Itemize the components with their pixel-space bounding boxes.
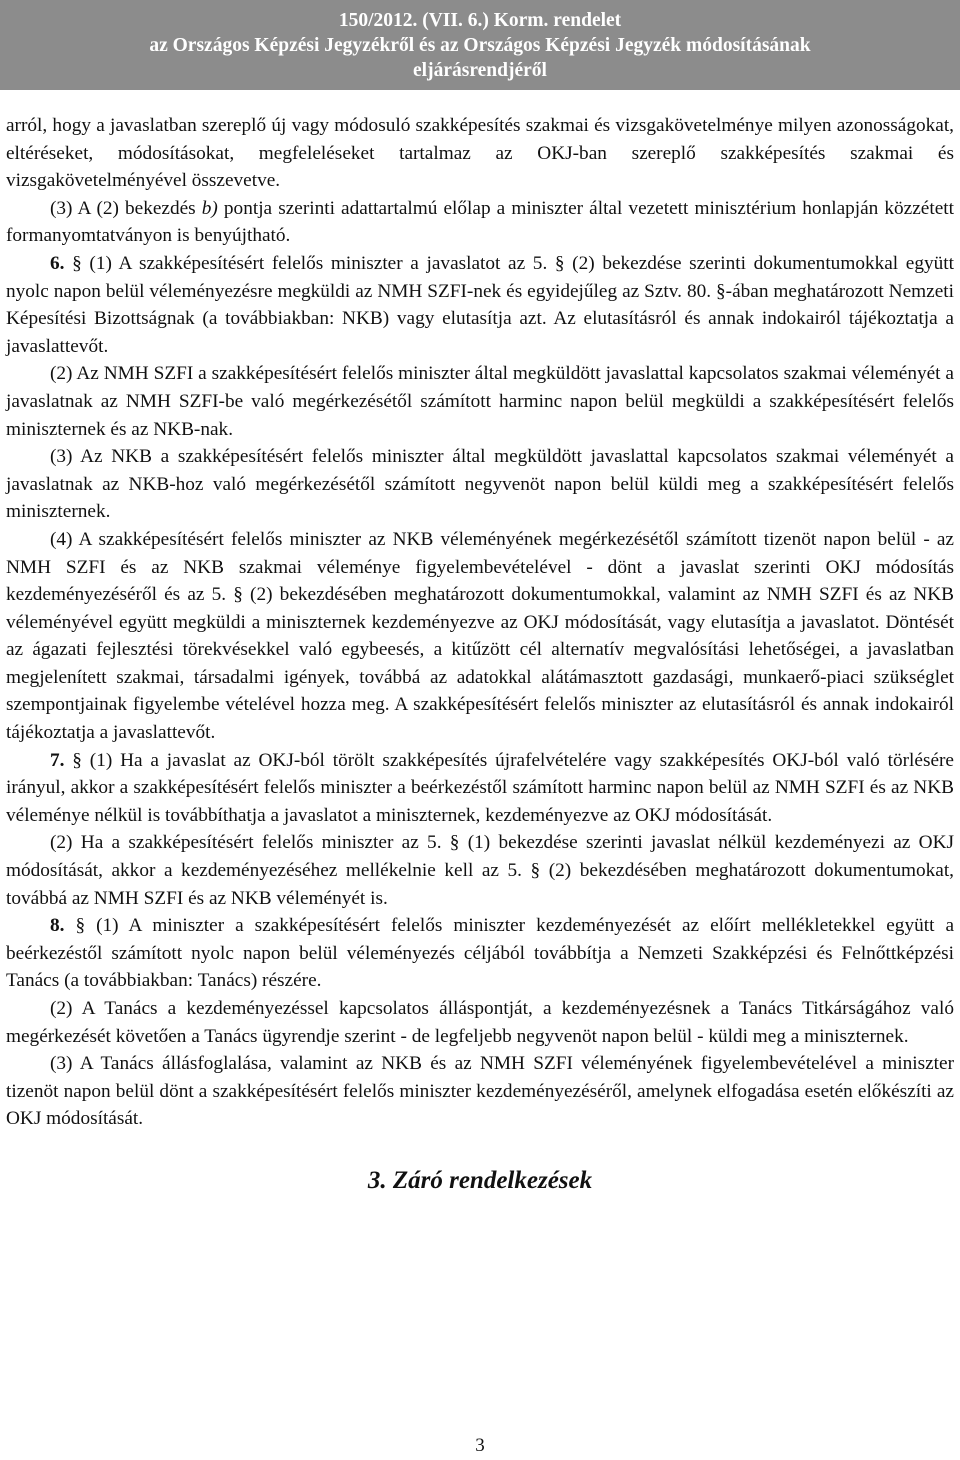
paragraph-7-2: (2) Ha a szakképesítésért felelős miniszter az 5. § (1) bekezdése szerinti javaslat nélkül kezdeményezi az OKJ módosítását, akkor a kezdeményezéséhez mellékelnie kell az 5. § (2) bekezdésében meghatározott dokumentumokat, továbbá az NMH SZFI és az NKB véleményét is. <box>6 832 954 909</box>
paragraph-6-1: 6. § (1) A szakképesítésért felelős miniszter a javaslatot az 5. § (2) bekezdése szerinti dokumentumokkal együtt nyolc napon belül véleményezésre megküldi az NMH SZFI-nek és egyidejűleg az Sztv. 80. §-ában meghatározott Nemzeti Képesítési Bizottságnak (a továbbiakban: NKB) vagy elutasítja azt. Az elutasításról és annak indokairól tájékoztatja a javaslattevőt. <box>6 252 954 357</box>
paragraph-8-2: (2) A Tanács a kezdeményezéssel kapcsolatos álláspontját, a kezdeményezésnek a Tanács Titkárságához való megérkezését követően a Tanács ügyrendje szerint - de legfeljebb negyvenöt napon belül - küldi meg a miniszternek. <box>6 998 954 1047</box>
paragraph-6-3: (3) Az NKB a szakképesítésért felelős miniszter által megküldött javaslattal kapcsolatos szakmai véleményét a javaslatnak az NKB-hoz való megérkezésétől számított negyvenöt napon belül küldi meg a szakképesítésért felelős miniszternek. <box>6 446 954 523</box>
paragraph-2: (3) A (2) bekezdés b) pontja szerinti adattartalmú előlap a miniszter által vezetett minisztérium honlapján közzétett formanyomtatványon is benyújtható. <box>6 197 954 247</box>
section-number-8: 8. <box>50 915 65 937</box>
page-number: 3 <box>475 1435 485 1456</box>
page-header <box>0 0 960 90</box>
header-line-2: az Országos Képzési Jegyzékről és az Országos Képzési Jegyzék módosításának <box>149 34 811 56</box>
section-number-6: 6. <box>50 252 65 274</box>
header-line-1: 150/2012. (VII. 6.) Korm. rendelet <box>338 9 622 31</box>
paragraph-6-4: (4) A szakképesítésért felelős miniszter az NKB véleményének megérkezésétől számított tizenöt napon belül - az NMH SZFI és az NKB szakmai véleménye figyelembevételével - dönt a javaslat szerinti OKJ módosítás kezdeményezéséről és az 5. § (2) bekezdésében meghatározott dokumentumokkal, valamint az NMH SZFI és az NKB véleményével együtt megküldi a miniszternek kezdeményezve az OKJ módosítását, vagy elutasítja a javaslatot. Döntését az ágazati fejlesztési törekvésekkel való egybeesés, a kitűzött cél alternatív megvalósítási lehetőségei, a javaslatban megjelenített szakmai, társadalmi igények, továbbá az adatokkal alátámasztott gazdasági, munkaerő-piaci szükséglet szempontjainak figyelembe vételével hozza meg. A szakképesítésért felelős miniszter az elutasításról és annak indokairól tájékoztatja a javaslattevőt. <box>6 528 954 744</box>
paragraph-8-1: 8. § (1) A miniszter a szakképesítésért felelős miniszter kezdeményezését az előírt mellékletekkel együtt a beérkezéstől számított nyolc napon belül véleményezés céljából továbbítja a Nemzeti Szakképzési és Felnőttképzési Tanács (a továbbiakban: Tanács) részére. <box>6 915 954 992</box>
paragraph-7-1: 7. § (1) Ha a javaslat az OKJ-ból törölt szakképesítés újrafelvételére vagy szakképesítés OKJ-ból való törlésére irányul, akkor a szakképesítésért felelős miniszter a beérkezéstől számított harminc napon belül az NMH SZFI és az NKB véleménye nélkül is továbbíthatja a javaslatot a miniszternek, kezdeményezve az OKJ módosítását. <box>6 749 954 826</box>
section-number-7: 7. <box>50 749 65 771</box>
header-line-3: eljárásrendjéről <box>413 59 547 81</box>
paragraph-8-3: (3) A Tanács állásfoglalása, valamint az NKB és az NMH SZFI véleményének figyelembevételével a miniszter tizenöt napon belül dönt a szakképesítésért felelős miniszter kezdeményezéséről, amelynek elfogadása esetén előkészíti az OKJ módosítását. <box>6 1053 954 1130</box>
document-body <box>0 90 960 1195</box>
section-title: 3. Záró rendelkezések <box>367 1166 593 1194</box>
paragraph-1: arról, hogy a javaslatban szereplő új vagy módosuló szakképesítés szakmai és vizsgakövetelménye milyen azonosságokat, eltéréseket, módosításokat, megfeleléseket tartalmaz az OKJ-ban szereplő szakképesítés szakmai és vizsgakövetelményével összevetve. <box>6 115 954 192</box>
paragraph-6-2: (2) Az NMH SZFI a szakképesítésért felelős miniszter által megküldött javaslattal kapcsolatos szakmai véleményét a javaslatnak az NMH SZFI-be való megérkezésétől számított harminc napon belül megküldi a szakképesítésért felelős miniszternek és az NKB-nak. <box>6 363 954 440</box>
